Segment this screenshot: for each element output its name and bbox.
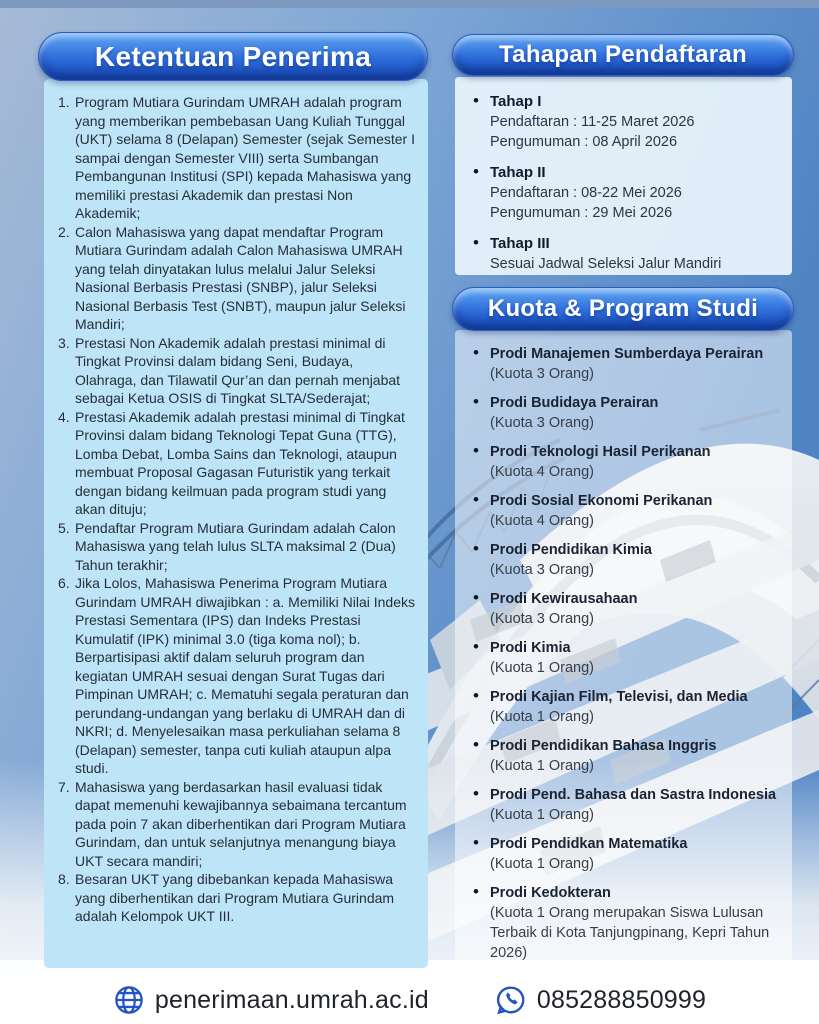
stage-item-3 xyxy=(473,234,780,274)
program-quota: (Kuota 3 Orang) xyxy=(490,415,594,431)
ketentuan-item-7: Mahasiswa yang berdasarkan hasil evaluasi tidak dapat memenuhi kewajibannya sebaimana tercantum pada poin 7 akan diberhentikan dari Program Mutiara Gurindam, dan untuk selanjutnya menangung biaya UKT secara mandiri; xyxy=(75,778,407,869)
ketentuan-item-5: Pendaftar Program Mutiara Gurindam adalah Calon Mahasiswa yang telah lulus SLTA maksimal 2 (Dua) Tahun terakhir; xyxy=(75,519,396,573)
program-name: • Prodi Manajemen Sumberdaya Perairan xyxy=(490,346,764,362)
ketentuan-item-2: Calon Mahasiswa yang dapat mendaftar Program Mutiara Gurindam adalah Calon Mahasiswa UMRAH yang telah dinyatakan lulus melalui Jalur Seleksi Nasional Berbasis Prestasi (SNBP), jalur Seleksi Nasional Berbasis Test (SNBT), maupun jalur Seleksi Mandiri; xyxy=(75,223,406,332)
ketentuan-list xyxy=(58,93,416,926)
program-quota: (Kuota 1 Orang) xyxy=(490,758,594,774)
ketentuan-item-8: Besaran UKT yang dibebankan kepada Mahasiswa yang diberhentikan dari Program Mutiara Gurindam adalah Kelompok UKT III. xyxy=(75,871,395,924)
program-item-9 xyxy=(473,736,784,776)
whatsapp-icon xyxy=(495,984,527,1016)
program-name: • Prodi Kajian Film, Televisi, dan Media xyxy=(490,689,748,705)
stage-name: • Tahap I xyxy=(490,93,542,110)
globe-icon xyxy=(113,984,145,1016)
program-item-5 xyxy=(473,540,784,580)
ketentuan-header xyxy=(38,32,428,81)
program-item-7 xyxy=(473,638,784,678)
program-name: • Prodi Pendidkan Matematika xyxy=(490,836,688,852)
stage-name: • Tahap III xyxy=(490,235,550,252)
stage-item-2 xyxy=(473,163,780,223)
stage-line: Pendaftaran : 11-25 Maret 2026 xyxy=(490,114,695,130)
program-quota: (Kuota 1 Orang) xyxy=(490,856,594,872)
program-item-3 xyxy=(473,442,784,482)
tahapan-panel xyxy=(455,77,792,275)
program-quota: (Kuota 3 Orang) xyxy=(490,366,594,382)
kuota-panel xyxy=(455,330,792,966)
program-item-12 xyxy=(473,883,784,963)
website-link[interactable] xyxy=(113,984,429,1016)
program-quota: (Kuota 1 Orang merupakan Siswa Lulusan Terbaik di Kota Tanjungpinang, Kepri Tahun 2026) xyxy=(490,905,770,961)
program-name: • Prodi Kewirausahaan xyxy=(490,591,638,607)
program-item-4 xyxy=(473,491,784,531)
program-item-10 xyxy=(473,785,784,825)
program-quota: (Kuota 4 Orang) xyxy=(490,464,594,480)
program-name: • Prodi Sosial Ekonomi Perikanan xyxy=(490,493,713,509)
program-name: • Prodi Teknologi Hasil Perikanan xyxy=(490,444,711,460)
kuota-header xyxy=(452,287,794,331)
program-name: • Prodi Kimia xyxy=(490,640,571,656)
program-item-2 xyxy=(473,393,784,433)
program-item-1 xyxy=(473,344,784,384)
program-name: • Prodi Kedokteran xyxy=(490,885,611,901)
website-text: penerimaan.umrah.ac.id xyxy=(154,985,429,1014)
program-list xyxy=(455,330,792,963)
stage-line: Pengumuman : 08 April 2026 xyxy=(490,134,678,150)
program-item-8 xyxy=(473,687,784,727)
ketentuan-item-6: Jika Lolos, Mahasiswa Penerima Program Mutiara Gurindam UMRAH diwajibkan : a. Memiliki Nilai Indeks Prestasi Sementara (IPS) dan Indeks Prestasi Kumulatif (IPK) minimal 3.0 (tiga koma nol); b. Berpartisipasi aktif dalam seluruh program dan kegiatan UMRAH sesuai dengan Surat Tugas dari Pimpinan UMRAH; c. Mematuhi segala peraturan dan perundang-undangan yang berlaku di UMRAH dan di NKRI; d. Menyelesaikan masa perkuliahan selama 8 (Delapan) semester, tanpa cuti kuliah ataupun alpa studi. xyxy=(75,575,415,776)
ketentuan-item-3: Prestasi Non Akademik adalah prestasi minimal di Tingkat Provinsi dalam bidang Seni, Budaya, Olahraga, dan Tilawatil Qur’an dan pernah menjabat sebagai Ketua OSIS di Tingkat SLTA/Sederajat; xyxy=(75,334,401,406)
stage-line: Sesuai Jadwal Seleksi Jalur Mandiri xyxy=(490,256,722,272)
tahapan-title: Tahapan Pendaftaran xyxy=(499,41,747,68)
program-quota: (Kuota 1 Orang) xyxy=(490,709,594,725)
stage-name: • Tahap II xyxy=(490,164,546,181)
program-quota: (Kuota 3 Orang) xyxy=(490,611,594,627)
program-name: • Prodi Budidaya Perairan xyxy=(490,395,659,411)
program-name: • Prodi Pend. Bahasa dan Sastra Indonesia xyxy=(490,787,777,803)
program-name: • Prodi Pendidikan Bahasa Inggris xyxy=(490,738,717,754)
program-quota: (Kuota 4 Orang) xyxy=(490,513,594,529)
ketentuan-item-4: Prestasi Akademik adalah prestasi minimal di Tingkat Provinsi dalam bidang Teknologi Tepat Guna (TTG), Lomba Debat, Lomba Sains dan Teknologi, ataupun membuat Proposal Gagasan Futuristik yang terkait dengan bidang keilmuan pada program studi yang akan dituju; xyxy=(75,408,405,517)
tahapan-header xyxy=(452,34,794,76)
ketentuan-item-1: Program Mutiara Gurindam UMRAH adalah program yang memberikan pembebasan Uang Kuliah Tunggal (UKT) selama 8 (Delapan) Semester (sejak Semester I sampai dengan Semester VIII) serta Sumbangan Pembangunan Institusi (SPI) kepada Mahasiswa yang memiliki prestasi Akademik dan prestasi Non Akademik; xyxy=(75,94,415,221)
ketentuan-panel xyxy=(44,79,428,968)
program-item-6 xyxy=(473,589,784,629)
whatsapp-link[interactable] xyxy=(495,984,706,1016)
program-item-11 xyxy=(473,834,784,874)
stage-line: Pengumuman : 29 Mei 2026 xyxy=(490,205,673,221)
footer xyxy=(0,976,819,1024)
program-quota: (Kuota 1 Orang) xyxy=(490,660,594,676)
ketentuan-title: Ketentuan Penerima xyxy=(94,40,372,72)
stage-item-1 xyxy=(473,92,780,152)
program-quota: (Kuota 3 Orang) xyxy=(490,562,594,578)
phone-text: 085288850999 xyxy=(536,985,707,1014)
program-name: • Prodi Pendidikan Kimia xyxy=(490,542,652,558)
stage-list xyxy=(455,77,792,274)
program-quota: (Kuota 1 Orang) xyxy=(490,807,594,823)
stage-line: Pendaftaran : 08-22 Mei 2026 xyxy=(490,185,682,201)
kuota-title: Kuota & Program Studi xyxy=(487,295,759,322)
